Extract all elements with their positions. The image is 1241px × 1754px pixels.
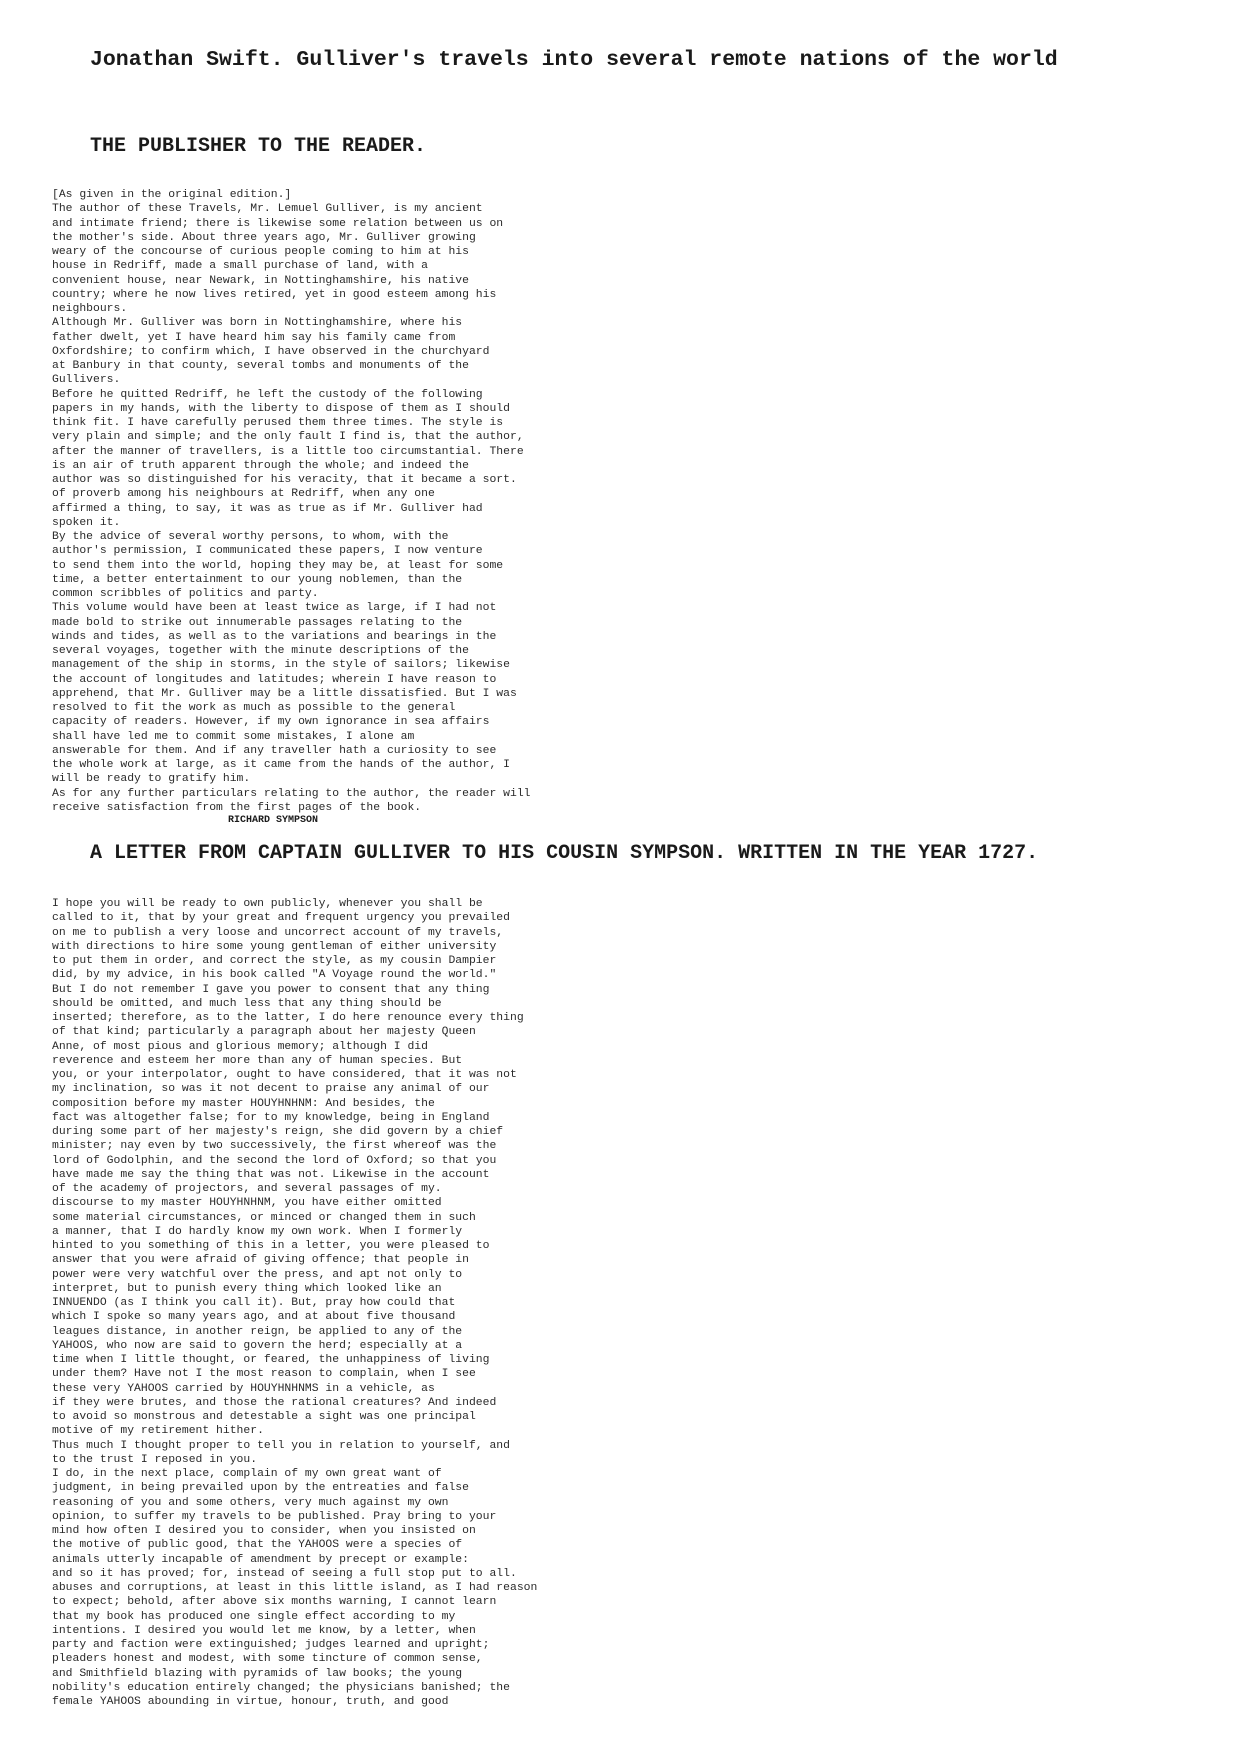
text-line: the motive of public good, that the YAHOOS were a species of [52, 1539, 463, 1552]
text-line: that my book has produced one single effect according to my [52, 1610, 456, 1623]
text-line: which I spoke so many years ago, and at about five thousand [52, 1311, 456, 1324]
text-line: reverence and esteem her more than any of human species. But [52, 1054, 463, 1067]
text-line: is an air of truth apparent through the whole; and indeed the [52, 459, 469, 472]
text-line: I hope you will be ready to own publicly, whenever you shall be [52, 898, 483, 910]
text-line: to expect; behold, after above six months warning, I cannot learn [52, 1596, 497, 1609]
text-line: to the trust I reposed in you. [52, 1453, 258, 1466]
text-line: of the academy of projectors, and several passages of my. [52, 1183, 442, 1195]
text-line: leagues distance, in another reign, be applied to any of the [52, 1325, 463, 1338]
text-line: Thus much I thought proper to tell you in relation to yourself, and [52, 1439, 510, 1452]
text-line: apprehend, that Mr. Gulliver may be a little dissatisfied. But I was [52, 687, 517, 700]
text-line: By the advice of several worthy persons, to whom, with the [52, 531, 449, 543]
text-line: common scribbles of politics and party. [52, 588, 319, 600]
text-line: I do, in the next place, complain of my own great want of [52, 1468, 442, 1480]
text-line: under them? Have not I the most reason to complain, when I see [52, 1368, 476, 1381]
signature: RICHARD SYMPSON [228, 815, 319, 826]
text-line: receive satisfaction from the first pages of the book. [52, 801, 422, 814]
text-line: to avoid so monstrous and detestable a sight was one principal [52, 1411, 476, 1423]
text-line: affirmed a thing, to say, it was as true as if Mr. Gulliver had [52, 502, 483, 515]
text-line: shall have led me to commit some mistakes, I alone am [52, 730, 415, 743]
text-line: party and faction were extinguished; judges learned and upright; [52, 1639, 490, 1651]
text-line: the account of longitudes and latitudes; wherein I have reason to [52, 673, 497, 686]
publisher-body-text [52, 188, 531, 815]
text-line: reasoning of you and some others, very much against my own [52, 1496, 449, 1509]
text-line: answerable for them. And if any traveller hath a curiosity to see [52, 744, 497, 757]
text-line: to put them in order, and correct the style, as my cousin Dampier [52, 955, 497, 967]
text-line: at Banbury in that county, several tombs and monuments of the [52, 360, 469, 372]
text-line: house in Redriff, made a small purchase of land, with a [52, 260, 428, 273]
text-line: mind how often I desired you to consider, when you insisted on [52, 1525, 476, 1537]
text-line: composition before my master HOUYHNHNM: And besides, the [52, 1097, 435, 1110]
text-line: As for any further particulars relating to the author, the reader will [52, 787, 531, 800]
text-line: intentions. I desired you would let me know, by a letter, when [52, 1624, 476, 1637]
text-line: on me to publish a very loose and uncorrect account of my travels, [52, 926, 504, 939]
text-line: INNUENDO (as I think you call it). But, pray how could that [52, 1297, 456, 1309]
text-line: Anne, of most pious and glorious memory; although I did [52, 1040, 428, 1053]
document-title: Jonathan Swift. Gulliver's travels into several remote nations of the world [90, 48, 1058, 72]
text-line: and so it has proved; for, instead of seeing a full stop put to all. [52, 1567, 517, 1580]
text-line: and intimate friend; there is likewise some relation between us on [52, 217, 504, 230]
text-line: female YAHOOS abounding in virtue, honour, truth, and good [52, 1696, 449, 1708]
text-line: motive of my retirement hither. [52, 1425, 264, 1438]
text-line: [As given in the original edition.] [52, 189, 292, 201]
section-heading-letter: A LETTER FROM CAPTAIN GULLIVER TO HIS COUSIN SYMPSON. WRITTEN IN THE YEAR 1727. [90, 842, 1039, 865]
text-line: very plain and simple; and the only fault I find is, that the author, [52, 431, 524, 444]
text-line: resolved to fit the work as much as possible to the general [52, 702, 456, 714]
text-line: you, or your interpolator, ought to have considered, that it was not [52, 1069, 517, 1081]
section-heading-publisher: THE PUBLISHER TO THE READER. [90, 135, 427, 158]
text-line: opinion, to suffer my travels to be published. Pray bring to your [52, 1510, 497, 1523]
text-line: YAHOOS, who now are said to govern the herd; especially at a [52, 1339, 463, 1352]
text-line: This volume would have been at least twice as large, if I had not [52, 602, 497, 615]
text-line: to send them into the world, hoping they may be, at least for some [52, 559, 504, 572]
text-line: power were very watchful over the press, and apt not only to [52, 1268, 463, 1281]
text-line: Oxfordshire; to confirm which, I have observed in the churchyard [52, 345, 490, 358]
text-line: abuses and corruptions, at least in this little island, as I had reason [52, 1582, 538, 1594]
text-line: some material circumstances, or minced or changed them in such [52, 1211, 476, 1224]
text-line: my inclination, so was it not decent to praise any animal of our [52, 1083, 490, 1096]
text-line: the mother's side. About three years ago, Mr. Gulliver growing [52, 231, 476, 244]
text-line: inserted; therefore, as to the latter, I do here renounce every thing [52, 1012, 524, 1024]
text-line: several voyages, together with the minute descriptions of the [52, 645, 469, 657]
text-line: will be ready to gratify him. [52, 773, 251, 786]
text-line: Although Mr. Gulliver was born in Nottinghamshire, where his [52, 317, 463, 330]
text-line: Before he quitted Redriff, he left the custody of the following [52, 388, 483, 401]
text-line: answer that you were afraid of giving offence; that people in [52, 1254, 469, 1267]
text-line: convenient house, near Newark, in Nottinghamshire, his native [52, 274, 469, 287]
text-line: if they were brutes, and those the rational creatures? And indeed [52, 1396, 497, 1409]
text-line: Gullivers. [52, 374, 121, 387]
text-line: author's permission, I communicated these papers, I now venture [52, 545, 483, 558]
text-line: capacity of readers. However, if my own ignorance in sea affairs [52, 716, 490, 729]
text-line: during some part of her majesty's reign, she did govern by a chief [52, 1126, 504, 1138]
text-line: time when I little thought, or feared, the unhappiness of living [52, 1354, 490, 1366]
text-line: made bold to strike out innumerable passages relating to the [52, 616, 463, 629]
text-line: management of the ship in storms, in the style of sailors; likewise [52, 659, 510, 672]
text-line: have made me say the thing that was not. Likewise in the account [52, 1168, 490, 1181]
text-line: fact was altogether false; for to my knowledge, being in England [52, 1111, 490, 1124]
text-line: and Smithfield blazing with pyramids of law books; the young [52, 1667, 463, 1680]
text-line: pleaders honest and modest, with some tincture of common sense, [52, 1653, 483, 1666]
text-line: judgment, in being prevailed upon by the entreaties and false [52, 1482, 469, 1495]
text-line: these very YAHOOS carried by HOUYHNHNMS in a vehicle, as [52, 1382, 435, 1395]
text-line: did, by my advice, in his book called "A Voyage round the world." [52, 969, 497, 982]
text-line: the whole work at large, as it came from the hands of the author, I [52, 759, 510, 771]
text-line: papers in my hands, with the liberty to dispose of them as I should [52, 402, 510, 415]
text-line: a manner, that I do hardly know my own work. When I formerly [52, 1225, 463, 1238]
text-line: neighbours. [52, 303, 128, 315]
text-line: father dwelt, yet I have heard him say his family came from [52, 331, 456, 344]
text-line: But I do not remember I gave you power to consent that any thing [52, 983, 490, 996]
text-line: should be omitted, and much less that any thing should be [52, 997, 442, 1010]
text-line: The author of these Travels, Mr. Lemuel Gulliver, is my ancient [52, 203, 483, 216]
text-line: discourse to my master HOUYHNHNM, you have either omitted [52, 1197, 442, 1210]
text-line: with directions to hire some young gentleman of either university [52, 940, 497, 953]
text-line: weary of the concourse of curious people coming to him at his [52, 246, 469, 258]
text-line: nobility's education entirely changed; the physicians banished; the [52, 1681, 510, 1694]
text-line: after the manner of travellers, is a little too circumstantial. There [52, 445, 524, 458]
text-line: lord of Godolphin, and the second the lord of Oxford; so that you [52, 1154, 497, 1167]
text-line: of that kind; particularly a paragraph about her majesty Queen [52, 1026, 476, 1039]
text-line: animals utterly incapable of amendment by precept or example: [52, 1553, 469, 1566]
text-line: think fit. I have carefully perused them three times. The style is [52, 417, 504, 429]
text-line: hinted to you something of this in a letter, you were pleased to [52, 1240, 490, 1252]
text-line: country; where he now lives retired, yet in good esteem among his [52, 288, 497, 301]
text-line: of proverb among his neighbours at Redriff, when any one [52, 488, 435, 501]
text-line: author was so distinguished for his veracity, that it became a sort. [52, 474, 517, 486]
text-line: called to it, that by your great and frequent urgency you prevailed [52, 912, 510, 925]
letter-body-text [52, 897, 537, 1709]
text-line: interpret, but to punish every thing which looked like an [52, 1282, 442, 1295]
text-line: winds and tides, as well as to the variations and bearings in the [52, 630, 497, 643]
text-line: spoken it. [52, 516, 121, 529]
text-line: time, a better entertainment to our young noblemen, than the [52, 573, 463, 586]
text-line: minister; nay even by two successively, the first whereof was the [52, 1140, 497, 1153]
